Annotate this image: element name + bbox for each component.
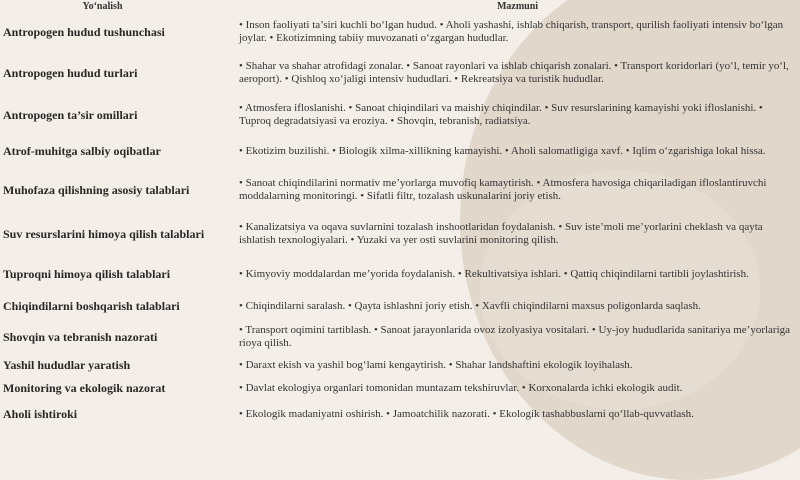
row-direction: Antropogen hudud turlari [3,66,138,80]
row-direction: Atrof-muhitga salbiy oqibatlar [3,144,161,158]
row-content: • Atmosfera ifloslanishi. • Sanoat chiqindilari va maishiy chiqindilar. • Suv resurslarining kamayishi yoki ifloslanishi. • Tuproq degradatsiyasi va eroziya. • Shovqin, tebranish, radiatsiya. [239,102,763,127]
row-direction: Antropogen ta’sir omillari [3,108,138,122]
table-row [0,320,800,354]
header-direction: Yo‘nalish [82,1,123,12]
row-content: • Chiqindilarni saralash. • Qayta ishlashni joriy etish. • Xavfli chiqindilarni maxsus poligonlarda saqlash. [239,299,701,312]
table-row [0,376,800,400]
table-row [0,96,800,134]
row-direction: Chiqindilarni boshqarish talablari [3,299,180,313]
row-content: • Kimyoviy moddalardan me’yorida foydalanish. • Rekultivatsiya ishlari. • Qattiq chiqindilarni tartibli joylashtirish. [239,267,749,280]
table-row [0,50,800,96]
row-content: • Daraxt ekish va yashil bog‘lami kengaytirish. • Shahar landshaftini ekologik loyihalash. [239,358,633,371]
row-direction: Aholi ishtiroki [3,407,78,421]
table-row [0,14,800,50]
header-content: Mazmuni [496,1,539,12]
table-row [0,292,800,320]
row-content: • Ekotizim buzilishi. • Biologik xilma-xillikning kamayishi. • Aholi salomatligiga xavf. • Iqlim o‘zgarishiga lokal hissa. [239,144,766,157]
row-direction: Antropogen hudud tushunchasi [3,25,165,39]
row-content: • Transport oqimini tartiblash. • Sanoat jarayonlarida ovoz izolyasiya vositalari. • Uy-joy hududlarida sanitariya me’yorlariga rioya qilish. [239,324,791,349]
row-direction: Yashil hududlar yaratish [3,358,131,372]
row-content: • Sanoat chiqindilarini normativ me’yorlarga muvofiq kamaytirish. • Atmosfera havosiga chiqariladigan ifloslantiruvchi moddalarning monitoringi. • Sifatli filtr, tozalash uskunalarini joriy etish. [239,177,767,202]
table-row [0,134,800,168]
row-content: • Kanalizatsiya va oqava suvlarnini tozalash inshootlaridan foydalanish. • Suv iste’moli me’yorlarini cheklash va qayta ishlatish texnologiyalari. • Yuzaki va yer osti suvlarini monitoring qilish. [239,221,763,246]
row-content: • Davlat ekologiya organlari tomonidan muntazam tekshiruvlar. • Korxonalarda ichki ekologik audit. [239,381,683,394]
table-row [0,212,800,256]
table-row [0,400,800,428]
row-direction: Muhofaza qilishning asosiy talablari [3,183,190,197]
row-direction: Shovqin va tebranish nazorati [3,330,158,344]
table-row [0,256,800,292]
table-row [0,168,800,212]
row-direction: Monitoring va ekologik nazorat [3,381,166,395]
row-content: • Inson faoliyati ta’siri kuchli bo‘lgan hudud. • Aholi yashashi, ishlab chiqarish, transport, qurilish faoliyati intensiv bo‘lgan joylar. • Ekotizimning tabiiy muvozanati o‘zgargan hududlar. [239,19,784,44]
row-content: • Ekologik madaniyatni oshirish. • Jamoatchilik nazorati. • Ekologik tashabbuslarni qo‘llab-quvvatlash. [239,407,694,420]
row-direction: Tuproqni himoya qilish talablari [3,267,171,281]
row-content: • Shahar va shahar atrofidagi zonalar. • Sanoat rayonlari va ishlab chiqarish zonalari. • Transport koridorlari (yo‘l, temir yo‘l, aeroport). • Qishloq xo‘jaligi intensiv hududlari. • Rekreatsiya va turistik hududlar. [239,60,789,85]
row-direction: Suv resurslarini himoya qilish talablari [3,227,205,241]
table-row [0,354,800,376]
table-header-row [0,0,800,14]
